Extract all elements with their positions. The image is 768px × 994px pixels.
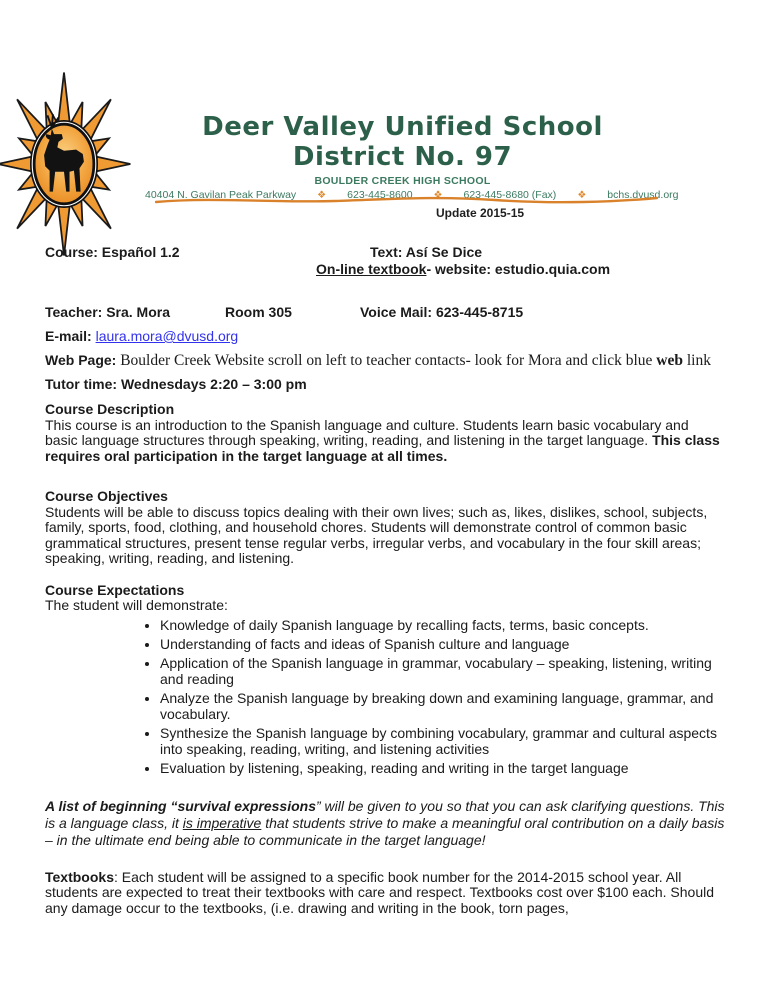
district-name: Deer Valley Unified School District No. 97 [202,112,603,172]
course-objectives-paragraph: Students will be able to discuss topics dealing with their own lives; such as, likes, dislikes, school, subjects, family, sports, food, clothing, and household chores. Students will demonstrate control of common basic grammatical structures, present tense regular verbs, irregular verbs, and vocabulary in the four skill areas; speaking, writing, reading, and listening. [45,503,708,566]
diamond-separator-icon: ❖ [577,190,587,201]
list-item: • Understanding of facts and ideas of Spanish culture and language [160,636,725,652]
voicemail-label: Voice Mail: 623-445-8715 [360,304,524,320]
course-description-heading: Course Description [45,401,175,417]
course-expectations-heading: Course Expectations [45,581,185,598]
webpage-label: Web Page: [45,352,117,368]
textbooks-section [45,870,725,917]
school-website: bchs.dvusd.org [607,189,679,201]
description-text: This course is an introduction to the Spanish language and culture. Students learn basic vocabulary and basic language structures through speaking, writing, reading, and listening in the target language. [45,416,689,448]
online-textbook-label: On-line textbook [316,261,427,277]
textbooks-paragraph [45,870,725,917]
survival-text: will be given to you so that you can ask clarifying questions. This is a language class, it [45,797,725,831]
update-version: Update 2015-15 [436,206,525,220]
teacher-label: Teacher: Sra. Mora [45,304,171,320]
expectations-list [45,617,725,776]
divider-wave-line [155,194,658,206]
course-objectives-section [45,489,725,567]
course-description-section [45,402,725,464]
list-item: • Synthesize the Spanish language by combining vocabulary, grammar and cultural aspects into speaking, reading, writing, and listening activities [160,725,725,757]
email-row [45,329,725,346]
course-expectations-intro: The student will demonstrate: [45,597,228,613]
room-label: Room 305 [225,304,292,320]
email-link[interactable]: laura.mora@dvusd.org [95,328,239,344]
webpage-row [45,353,725,372]
textbooks-label: Textbooks [45,868,114,885]
course-expectations-section [45,583,725,776]
school-phone: 623-445-8600 [347,189,413,201]
list-item: • Knowledge of daily Spanish language by recalling facts, terms, basic concepts. [160,617,725,633]
course-description-paragraph [45,418,725,465]
textbooks-text: : Each student will be assigned to a specific book number for the 2014-2015 school year. All students are expected to treat their textbooks with care and respect. Textbooks cost over $100 each. Should any damage occur to the textbooks, (i.e. drawing and writing in the book, torn pages, [45,868,715,916]
school-fax: 623-445-8680 (Fax) [463,189,557,201]
webpage-text-bold: web [656,352,683,369]
text-label: Text: Así Se Dice [370,244,483,260]
school-name: BOULDER CREEK HIGH SCHOOL [314,175,491,187]
list-item: • Analyze the Spanish language by breaking down and examining language, grammar, and vocabulary. [160,690,725,722]
diamond-separator-icon: ❖ [433,190,443,201]
tutor-time-row [45,377,725,393]
description-text-bold: This class requires oral participation in the target language at all times. [45,432,720,464]
teacher-row [45,305,725,321]
course-objectives-heading: Course Objectives [45,488,168,504]
list-item: • Application of the Spanish language in grammar, vocabulary – speaking, listening, writing and reading [160,655,725,687]
diamond-separator-icon: ❖ [317,190,327,201]
email-label: E-mail: [45,328,92,344]
document-header [0,0,768,245]
list-item: • Evaluation by listening, speaking, reading and writing in the target language [160,760,725,776]
webpage-text-end: link [682,352,711,369]
online-textbook-line [316,262,610,278]
survival-expressions-paragraph [45,798,725,849]
survival-close-quote: ” [316,797,321,814]
district-logo [0,70,131,258]
course-text-row [45,245,725,281]
webpage-instructions [120,352,711,369]
survival-text-end: that students strive to make a meaningful oral contribution on a daily basis – in the ultimate end being able to communicate in the target language! [45,814,725,848]
document-body [0,245,768,916]
survival-expressions-section [45,798,725,849]
survival-bold-text: A list of beginning “survival expressions [45,797,316,814]
webpage-text: Boulder Creek Website scroll on left to teacher contacts- look for Mora and click blue [120,352,657,369]
header-text-block [145,112,679,201]
tutor-time-label: Tutor time: Wednesdays 2:20 – 3:00 pm [45,376,307,392]
online-textbook-website: - website: estudio.quia.com [426,261,611,277]
sun-deer-logo-graphic [0,70,131,258]
school-address: 40404 N. Gavilan Peak Parkway [145,189,297,201]
survival-underlined-text: is imperative [182,814,262,831]
course-label: Course: Español 1.2 [45,244,180,260]
